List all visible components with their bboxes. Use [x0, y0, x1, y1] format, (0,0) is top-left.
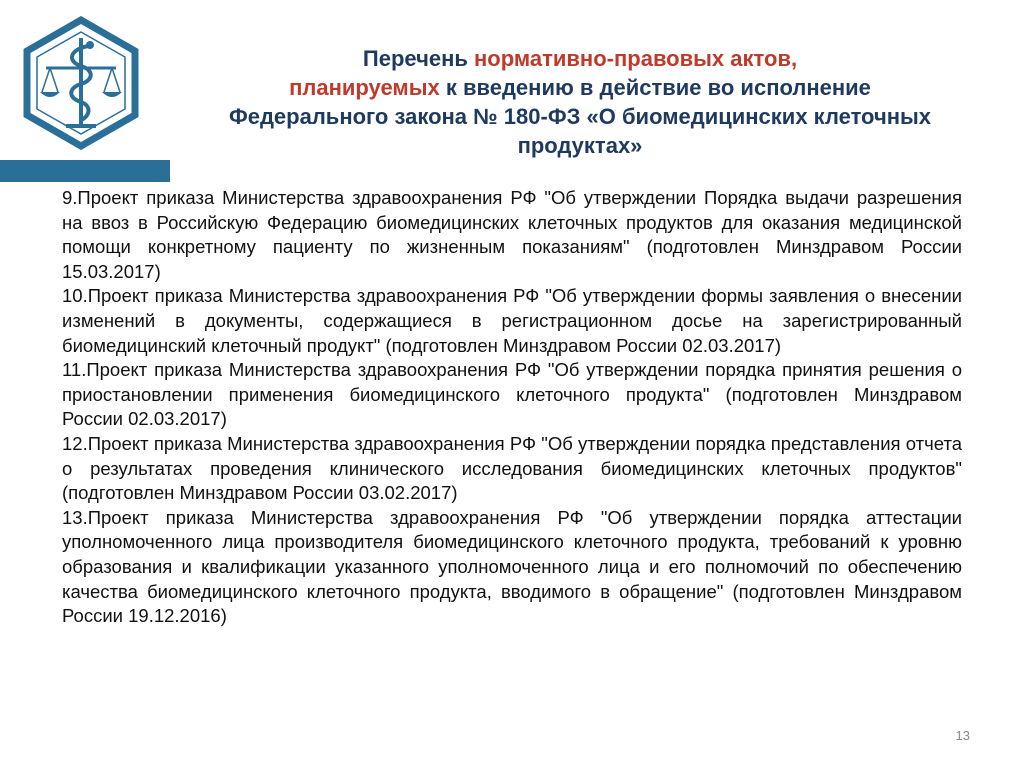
title-highlight: планируемых [289, 75, 440, 100]
title-line-2 [180, 73, 980, 102]
ministry-emblem-icon [22, 16, 140, 150]
title-highlight: нормативно-правовых актов, [474, 46, 798, 71]
title-line-4: продуктах» [517, 133, 643, 158]
list-item: 11.Проект приказа Министерства здравоохранения РФ "Об утверждении порядка принятия решения о приостановлении применения биомедицинского клеточного продукта" (подготовлен Минздравом России 02.03.2017) [62, 359, 962, 430]
list-item: 13.Проект приказа Министерства здравоохранения РФ "Об утверждении порядка аттестации уполномоченного лица производителя биомедицинского клеточного продукта, требований к уровню образования и квалификации указанного уполномоченного лица и его полномочий по обеспечению качества биомедицинского клеточного продукта, вводимого в обращение" (подготовлен Минздравом России 19.12.2016) [62, 506, 962, 627]
page-title [180, 44, 980, 160]
title-line-1 [180, 44, 980, 73]
list-item: 9.Проект приказа Министерства здравоохранения РФ "Об утверждении Порядка выдачи разрешения на ввоз в Российскую Федерацию биомедицинских клеточных продуктов для оказания медицинской помощи конкретному пациенту по жизненным показаниям" (подготовлен Минздравом России 15.03.2017) [62, 187, 962, 282]
title-text: к введению в действие во исполнение [439, 75, 871, 100]
title-text: Перечень [362, 46, 475, 71]
list-item: 10.Проект приказа Министерства здравоохранения РФ "Об утверждении формы заявления о внесении изменений в документы, содержащиеся в регистрационном досье на зарегистрированный биомедицинский клеточный продукт" (подготовлен Минздравом России 02.03.2017) [62, 285, 962, 356]
list-item: 12.Проект приказа Министерства здравоохранения РФ "Об утверждении порядка представления отчета о результатах проведения клинического исследования биомедицинских клеточных продуктов" (подготовлен Минздравом России 03.02.2017) [62, 432, 962, 504]
title-line-3: Федерального закона № 180-ФЗ «О биомедицинских клеточных [228, 104, 932, 129]
accent-bar [0, 160, 170, 182]
page-number: 13 [955, 728, 970, 743]
document-list [62, 186, 962, 629]
